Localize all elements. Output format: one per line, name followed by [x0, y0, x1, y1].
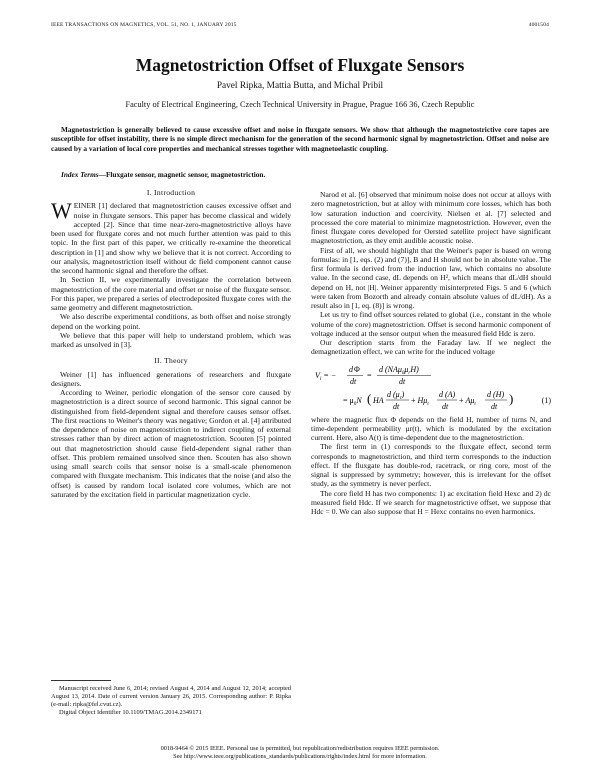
svg-text:): )	[509, 390, 514, 406]
affiliation: Faculty of Electrical Engineering, Czech Technical University in Prague, Prague 166 36, Czech Republic	[125, 100, 475, 109]
svg-text:d (H): d (H)	[487, 389, 505, 399]
paragraph: According to Weiner, periodic elongation of the sensor core caused by magnetostriction is a direct source of second harmonic. This signal cannot be distinguished from field-dependent signal and therefore causes sensor offset. The first reactions to Weiner's theory was negative; Gordon et al. [4] attributed the dependence of noise on magnetostriction to indirect coupling of external stresses rather than by direct action of magnetostriction. Scouten [5] pointed out that magnetostriction should cause field-dependent signal rather than offset. This problem remained unsolved since then. Scouten has also shown using small search coils that sensor noise is a small-scale phenomenon compared with fluxgate mechanism. This indicates that the noise (and also the offset) is caused by random local isolated core volumes, which are not saturated by the excitation field in particular magnetization cycle.	[51, 388, 291, 499]
equation-1	[311, 360, 551, 412]
copyright-notice	[0, 745, 600, 761]
svg-text:Vi = −: $V_i$ = −	[315, 370, 337, 382]
index-terms	[51, 170, 549, 179]
rights-link-line[interactable]: See http://www.ieee.org/publications_standards/publications/rights/index.html for more information.	[173, 753, 427, 760]
left-column	[51, 186, 291, 499]
right-column	[311, 190, 551, 516]
paragraph: The first term in (1) corresponds to the fluxgate effect, second term corresponds to magnetostriction, and third term corresponds to the induction effect. If the fluxgate has double-rod, racetrack, or ring core, most of the signal is suppressed by symmetry; however, this is irrelevant for the offset study, as the symmetry is never perfect.	[311, 442, 551, 489]
svg-text:+ Hμr: + $H\mu_r$	[411, 395, 429, 407]
paragraph: First of all, we should highlight that the Weiner's paper is based on wrong formulas: in [1, eqs. (2) and (7)], B and H should not be in absolute value. The first formula is derived from the induction law, which contains no absolute value. In the second case, dL depends on H², which means that dL/dH should depend on H, not |H|. Weiner apparently misinterpreted Figs. 5 and 6 (which were taken from Bozorth and already contain absolute values of dL/dH). As a result also in [1, eq. (8)] is wrong.	[311, 245, 551, 310]
svg-text:d (μr): d $(\mu_r)$	[387, 389, 405, 401]
svg-text:= μ0N: = $\mu_0N$	[343, 395, 362, 407]
svg-text:dt: dt	[399, 376, 406, 386]
footnote-rule	[51, 680, 111, 681]
paragraph: Weiner [1] has influenced generations of researchers and fluxgate designers.	[51, 369, 291, 388]
paragraph: We believe that this paper will help to understand problem, which was marked as unsolved in [3].	[51, 330, 291, 349]
paragraph: Our description starts from the Faraday law. If we neglect the demagnetization effect, we can write for the induced voltage	[311, 338, 551, 357]
section-heading-introduction: I. Introduction	[146, 188, 196, 197]
svg-text:Φ: Φ	[354, 364, 360, 374]
svg-text:dt: dt	[350, 376, 357, 386]
svg-text:HA: HA	[373, 395, 384, 405]
svg-text:d: d	[349, 364, 353, 374]
equation-number: (1)	[541, 395, 551, 405]
svg-text:=: =	[367, 370, 372, 380]
paper-title: Magnetostriction Offset of Fluxgate Sensors	[135, 55, 465, 75]
paragraph: Let us try to find offset sources related to global (i.e., constant in the whole volume of the core) magnetostriction. Offset is second harmonic component of voltage induced at the sensor output when the measured field Hdc is zero.	[311, 310, 551, 338]
paragraph: WEINER [1] declared that magnetostriction causes excessive offset and noise in fluxgate sensors. This paper has become classical and widely accepted [2]. Since that time near-zero-magnetostrictive alloys have been used for fluxgate cores and not much further attention was paid to this topic. In the first part of this paper, we critically re-examine the theoretical description in [1] and show why we believe that it is not correct. According to our analysis, magnetostriction itself without dc field component cannot cause the second harmonic signal and therefore the offset.	[51, 198, 291, 275]
drop-cap: W	[51, 198, 72, 224]
section-heading-theory: II. Theory	[154, 356, 188, 366]
svg-text:+ Aμr: + $A\mu_r$	[459, 395, 477, 407]
index-terms-label: Index Terms	[61, 170, 99, 179]
paragraph: In Section II, we experimentally investigate the correlation between magnetostriction of the core material and offset or noise of the fluxgate sensor. For this paper, we prepared a series of electrodeposited fluxgate cores with the same geometry and different magnetostriction.	[51, 275, 291, 312]
copyright-line: 0018-9464 © 2015 IEEE. Personal use is permitted, but republication/redistribution requires IEEE permission.	[160, 745, 440, 752]
svg-text:d (A): d (A)	[439, 389, 456, 399]
article-number: 4001504	[528, 22, 549, 28]
svg-text:dt: dt	[393, 401, 400, 411]
svg-text:dt: dt	[442, 401, 449, 411]
paragraph: where the magnetic flux Φ depends on the field H, number of turns N, and time-dependent permeability μr(t), which is modulated by the excitation current. Here, also A(t) is time-dependent due to the magnetostriction.	[311, 414, 551, 442]
paragraph: The core field H has two components: 1) ac excitation field Hexc and 2) dc measured field Hdc. If we search for magnetostrictive offset, we suppose that Hdc = 0. We can also suppose that H = Hexc contains no even harmonics.	[311, 488, 551, 516]
paragraph: We also describe experimental conditions, as both offset and noise strongly depend on the working point.	[51, 312, 291, 331]
footnote-doi: Digital Object Identifier 10.1109/TMAG.2014.2349171	[59, 708, 202, 716]
svg-text:dt: dt	[491, 401, 498, 411]
footnote	[51, 685, 291, 717]
abstract: Magnetostriction is generally believed to cause excessive offset and noise in fluxgate sensors. We show that although the magnetostrictive core tapes are susceptible for offset instability, there is no simple direct mechanism for the generation of the second harmonic signal by magnetostriction. Offset and noise are caused by a variation of local core properties and mechanical stresses together with magnetoelastic coupling.	[51, 125, 549, 153]
journal-name: IEEE TRANSACTIONS ON MAGNETICS, VOL. 51, NO. 1, JANUARY 2015	[51, 22, 237, 28]
index-terms-text: —Fluxgate sensor, magnetic sensor, magnetostriction.	[98, 170, 266, 179]
footnote-manuscript: Manuscript received June 6, 2014; revised August 4, 2014 and August 12, 2014; accepted August 13, 2014. Date of current version January 26, 2015. Corresponding author: P. Ripka (e-mail: ripka@fel.cvut.cz).	[51, 685, 291, 708]
svg-text:d (NAμ0μrH): d $(NA\mu_0\mu_rH)$	[379, 364, 419, 376]
equation-graphic	[311, 360, 551, 412]
authors: Pavel Ripka, Mattia Butta, and Michal Pribil	[216, 81, 384, 91]
running-header	[51, 22, 549, 32]
paragraph: Narod et al. [6] observed that minimum noise does not occur at alloys with zero magnetostriction, but at alloy with minimum core losses, which has both low saturation induction and coercivity. Nielsen et al. [7] selected and processed the core material to minimize magnetostriction. However, even the finest fluxgate cores developed for Oersted satellite project have significant magnetostriction, as they emit audible acoustic noise.	[311, 190, 551, 246]
svg-text:(: (	[367, 390, 372, 406]
